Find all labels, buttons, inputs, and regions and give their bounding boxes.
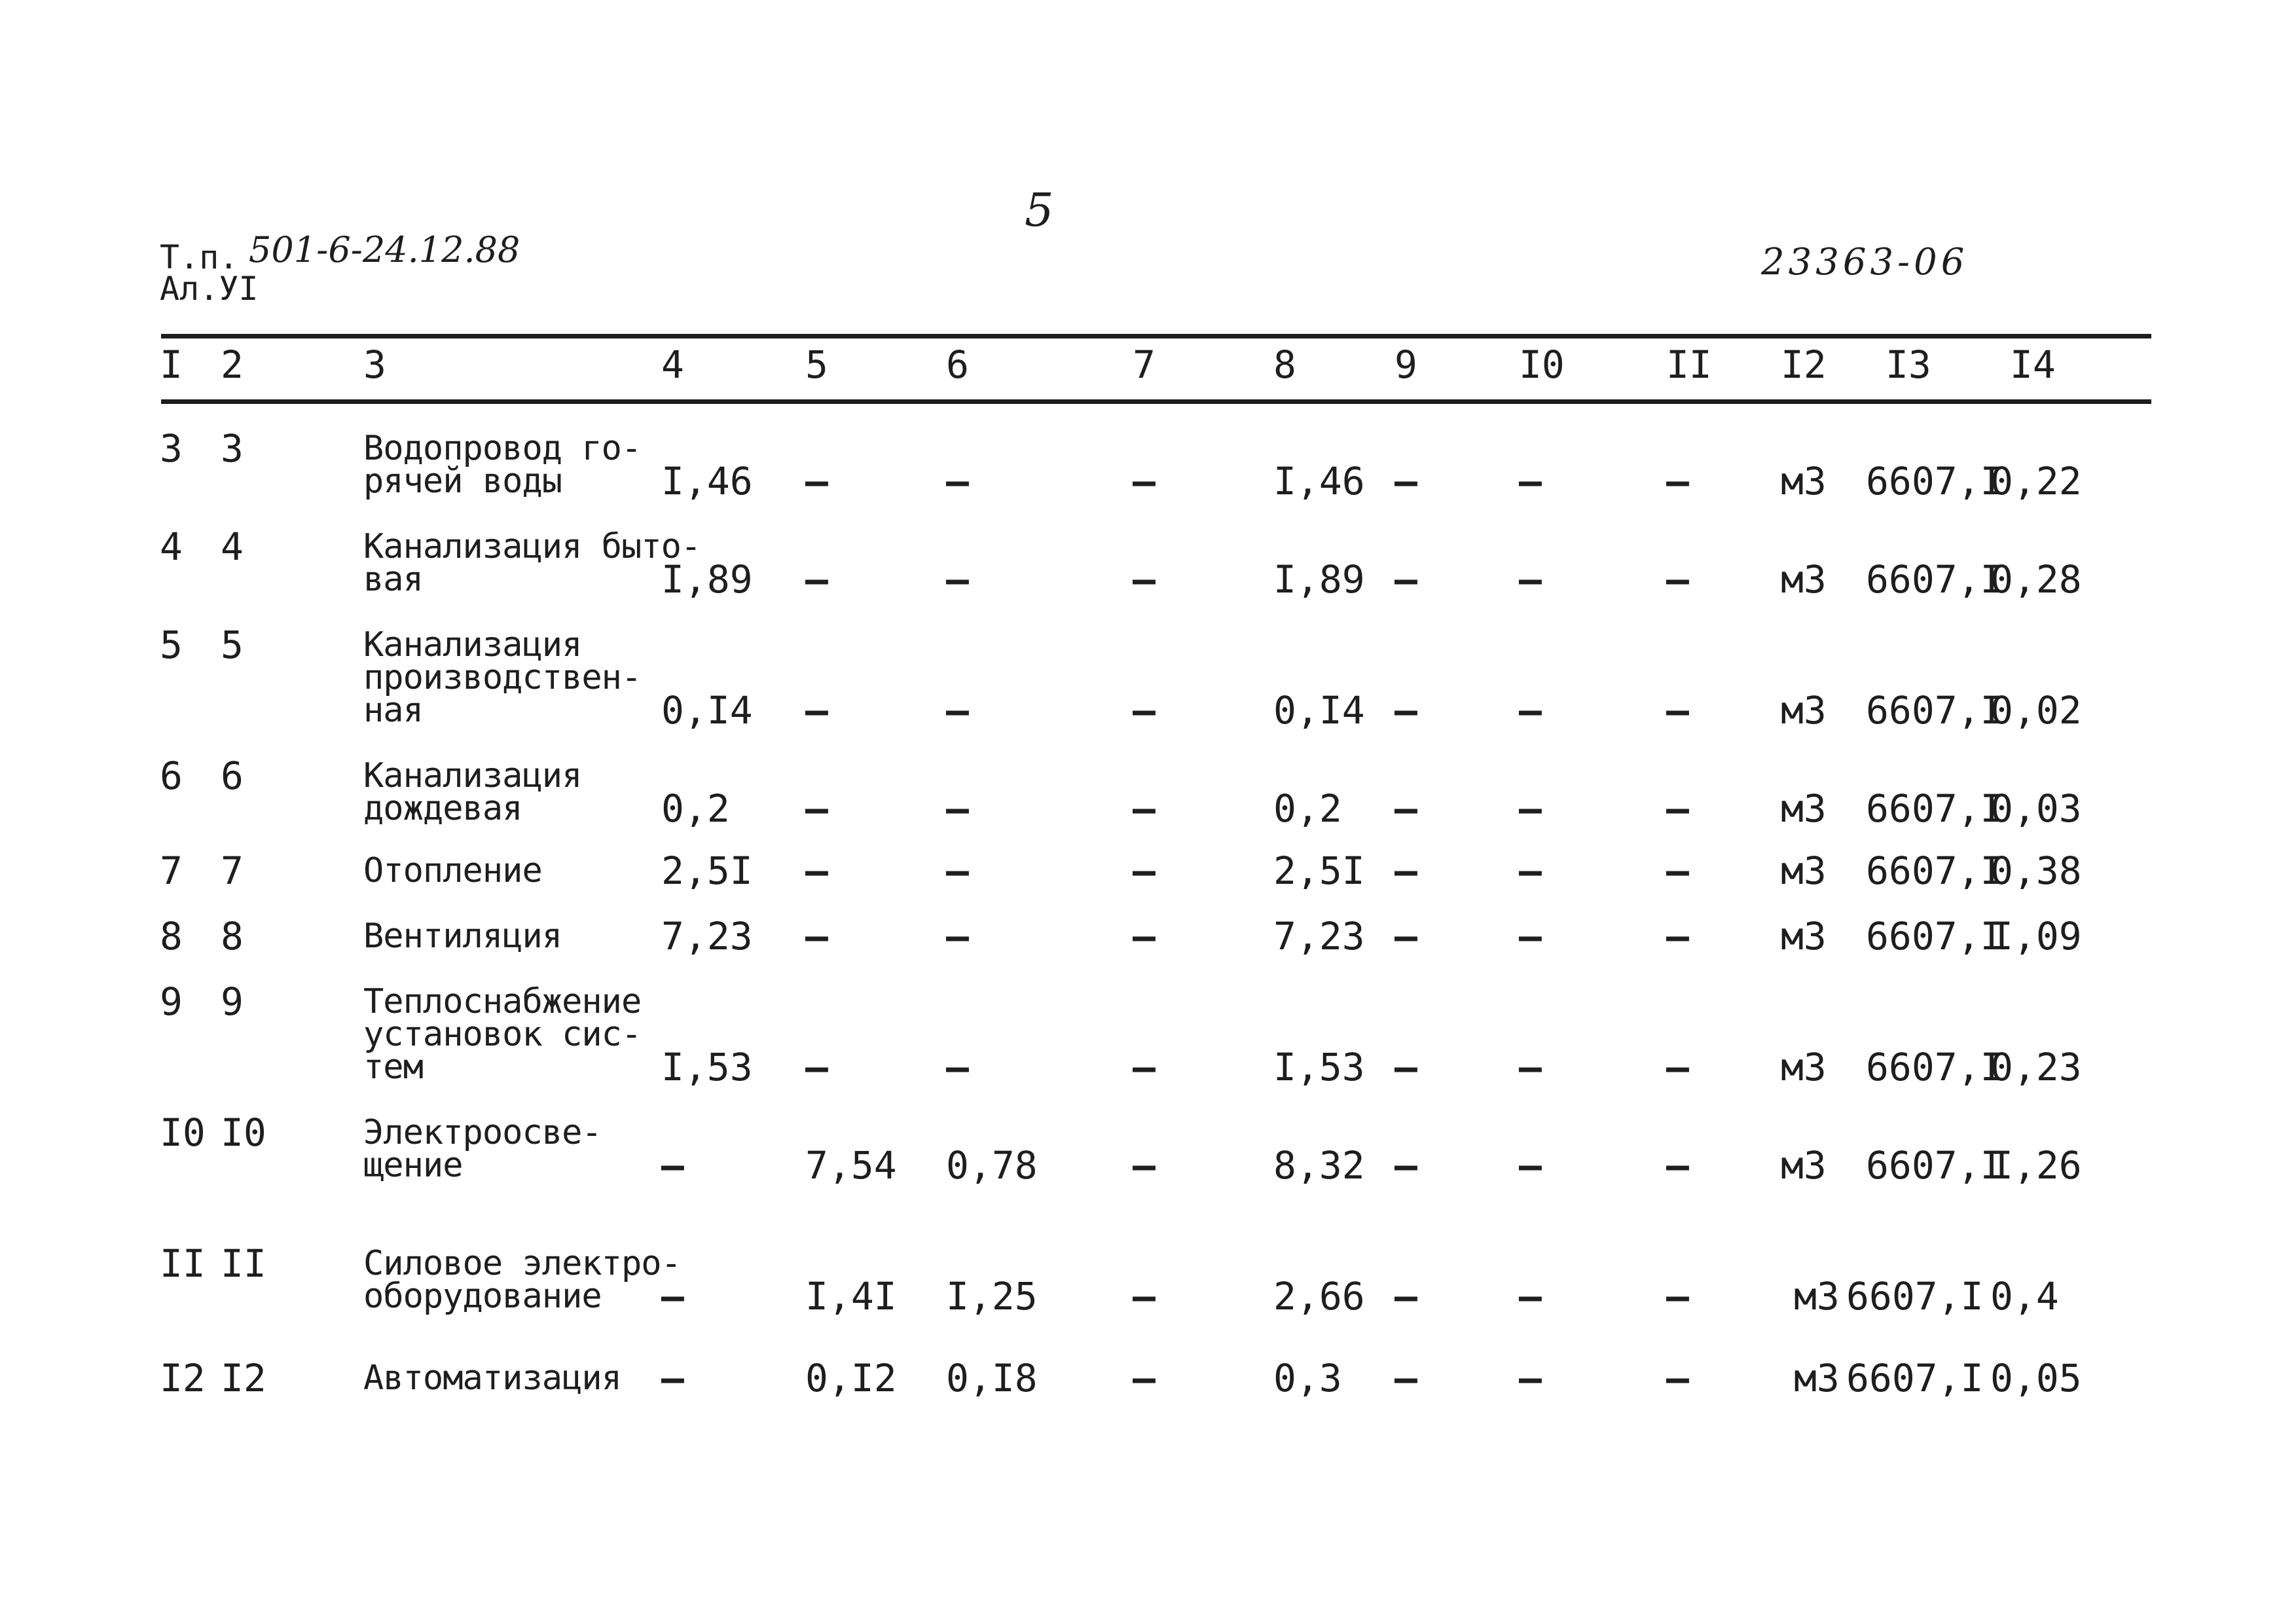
value-cell-c9: – [1394,557,1417,602]
value-cell-c8: I,53 [1273,1045,1365,1089]
total-cell: 0,38 [1990,848,2082,893]
work-name-line: щение [363,1146,463,1185]
rate-cell: 6607,I [1866,786,2003,831]
page-number: 5 [1025,183,1054,237]
value-cell-c8: 0,3 [1273,1356,1342,1400]
rate-cell: 6607,I [1866,914,2003,958]
work-name-line: Вентиляция [363,917,562,956]
row-position: I2 [221,1356,266,1400]
value-cell-c6: 0,I8 [946,1356,1038,1400]
value-cell-c5: 0,I2 [805,1356,897,1400]
value-cell-c10: – [1519,914,1542,958]
value-cell-c4: 0,I4 [661,688,753,733]
value-cell-c8: 7,23 [1273,914,1365,958]
value-cell-c8: 8,32 [1273,1143,1365,1188]
value-cell-c5: – [805,1045,828,1089]
row-position: II [221,1241,266,1286]
value-cell-c4: 0,2 [661,786,730,831]
total-cell: I,26 [1990,1143,2082,1188]
value-cell-c11: – [1666,786,1689,831]
value-cell-c9: – [1394,786,1417,831]
unit-cell: м3 [1794,1274,1840,1319]
column-header: I4 [2010,342,2056,387]
value-cell-c10: – [1519,1274,1542,1319]
row-index: 7 [160,848,183,893]
value-cell-c7: – [1133,914,1156,958]
value-cell-c4: I,89 [661,557,753,602]
unit-cell: м3 [1781,557,1827,602]
value-cell-c4: 2,5I [661,848,753,893]
value-cell-c6: – [946,688,969,733]
work-name-line: Силовое электро- [363,1244,681,1283]
value-cell-c10: – [1519,848,1542,893]
value-cell-c8: 2,5I [1273,848,1365,893]
column-header: 5 [805,342,828,387]
value-cell-c11: – [1666,557,1689,602]
column-header: 6 [946,342,969,387]
work-name-line: рячей воды [363,462,562,501]
value-cell-c11: – [1666,1045,1689,1089]
total-cell: 0,4 [1990,1274,2059,1319]
value-cell-c4: I,46 [661,459,753,503]
value-cell-c8: 2,66 [1273,1274,1365,1319]
work-name-line: ная [363,691,423,730]
value-cell-c11: – [1666,1274,1689,1319]
rate-cell: 6607,I [1866,459,2003,503]
work-name-line: Отопление [363,851,542,890]
value-cell-c5: – [805,914,828,958]
value-cell-c11: – [1666,459,1689,503]
value-cell-c10: – [1519,786,1542,831]
value-cell-c11: – [1666,914,1689,958]
value-cell-c9: – [1394,848,1417,893]
value-cell-c10: – [1519,557,1542,602]
work-name-line: Теплоснабжение [363,982,642,1021]
value-cell-c6: – [946,1045,969,1089]
total-cell: 0,02 [1990,688,2082,733]
row-index: 5 [160,623,183,667]
value-cell-c7: – [1133,1356,1156,1400]
row-index: I0 [160,1110,206,1155]
value-cell-c11: – [1666,688,1689,733]
value-cell-c11: – [1666,848,1689,893]
value-cell-c6: – [946,848,969,893]
unit-cell: м3 [1781,1143,1827,1188]
value-cell-c4: – [661,1143,684,1188]
value-cell-c7: – [1133,786,1156,831]
doc-code: 501-6-24.12.88 [249,229,520,270]
rate-cell: 6607,I [1866,557,2003,602]
value-cell-c11: – [1666,1356,1689,1400]
row-position: I0 [221,1110,266,1155]
total-cell: 0,23 [1990,1045,2082,1089]
value-cell-c8: 0,I4 [1273,688,1365,733]
rate-cell: 6607,I [1846,1356,1984,1400]
unit-cell: м3 [1781,914,1827,958]
doc-number: 23363-06 [1761,241,1969,283]
work-name-line: Водопровод го- [363,429,642,468]
value-cell-c6: – [946,914,969,958]
value-cell-c4: – [661,1356,684,1400]
total-cell: 0,28 [1990,557,2082,602]
row-index: 4 [160,524,183,569]
value-cell-c10: – [1519,459,1542,503]
row-index: I2 [160,1356,206,1400]
row-index: II [160,1241,206,1286]
value-cell-c5: – [805,557,828,602]
value-cell-c9: – [1394,914,1417,958]
rate-cell: 6607,I [1866,688,2003,733]
value-cell-c5: – [805,459,828,503]
column-header: 8 [1273,342,1296,387]
column-header: I2 [1781,342,1827,387]
value-cell-c7: – [1133,848,1156,893]
value-cell-c9: – [1394,688,1417,733]
work-name-line: оборудование [363,1277,602,1316]
work-name-line: вая [363,560,423,599]
value-cell-c6: I,25 [946,1274,1038,1319]
column-header: 9 [1394,342,1417,387]
value-cell-c5: – [805,848,828,893]
row-position: 6 [221,754,244,798]
work-name-line: производствен- [363,658,642,697]
row-index: 6 [160,754,183,798]
value-cell-c8: I,89 [1273,557,1365,602]
rate-cell: 6607,I [1866,1143,2003,1188]
value-cell-c4: I,53 [661,1045,753,1089]
work-name-line: Канализация быто- [363,527,701,566]
total-cell: 0,22 [1990,459,2082,503]
doc-prefix: Т.п. [160,238,239,276]
column-header: I3 [1886,342,1931,387]
work-name-line: тем [363,1048,423,1087]
value-cell-c10: – [1519,1045,1542,1089]
value-cell-c7: – [1133,1274,1156,1319]
value-cell-c5: 7,54 [805,1143,897,1188]
unit-cell: м3 [1781,848,1827,893]
work-name-line: установок сис- [363,1015,642,1054]
value-cell-c5: – [805,786,828,831]
value-cell-c4: 7,23 [661,914,753,958]
unit-cell: м3 [1781,688,1827,733]
value-cell-c11: – [1666,1143,1689,1188]
work-name-line: Электроосве- [363,1113,602,1152]
row-position: 7 [221,848,244,893]
album-label: Ал.УI [160,270,259,308]
value-cell-c7: – [1133,1045,1156,1089]
column-header: 4 [661,342,684,387]
unit-cell: м3 [1781,786,1827,831]
value-cell-c9: – [1394,1274,1417,1319]
rate-cell: 6607,I [1866,848,2003,893]
unit-cell: м3 [1781,1045,1827,1089]
value-cell-c9: – [1394,1356,1417,1400]
column-header: I0 [1519,342,1565,387]
total-cell: I,09 [1990,914,2082,958]
column-header: I [160,342,183,387]
work-name-line: Автоматизация [363,1359,621,1398]
value-cell-c5: – [805,688,828,733]
row-position: 3 [221,426,244,471]
column-header: II [1666,342,1712,387]
value-cell-c7: – [1133,1143,1156,1188]
work-name-line: Канализация [363,756,582,795]
total-cell: 0,03 [1990,786,2082,831]
unit-cell: м3 [1781,459,1827,503]
work-name-line: дождевая [363,789,522,828]
value-cell-c7: – [1133,557,1156,602]
table-top-rule [161,334,2151,338]
value-cell-c6: 0,78 [946,1143,1038,1188]
value-cell-c4: – [661,1274,684,1319]
value-cell-c9: – [1394,459,1417,503]
column-header: 2 [221,342,244,387]
work-name-line: Канализация [363,625,582,665]
value-cell-c7: – [1133,459,1156,503]
row-position: 9 [221,979,244,1024]
row-index: 3 [160,426,183,471]
row-position: 8 [221,914,244,958]
rate-cell: 6607,I [1846,1274,1984,1319]
value-cell-c10: – [1519,1356,1542,1400]
table-header-rule [161,399,2151,404]
value-cell-c6: – [946,557,969,602]
value-cell-c6: – [946,459,969,503]
unit-cell: м3 [1794,1356,1840,1400]
value-cell-c8: I,46 [1273,459,1365,503]
row-position: 5 [221,623,244,667]
value-cell-c10: – [1519,1143,1542,1188]
row-index: 8 [160,914,183,958]
value-cell-c5: I,4I [805,1274,897,1319]
row-position: 4 [221,524,244,569]
value-cell-c7: – [1133,688,1156,733]
row-index: 9 [160,979,183,1024]
column-header: 3 [363,342,386,387]
value-cell-c6: – [946,786,969,831]
value-cell-c8: 0,2 [1273,786,1342,831]
rate-cell: 6607,I [1866,1045,2003,1089]
value-cell-c9: – [1394,1045,1417,1089]
value-cell-c10: – [1519,688,1542,733]
value-cell-c9: – [1394,1143,1417,1188]
total-cell: 0,05 [1990,1356,2082,1400]
column-header: 7 [1133,342,1156,387]
